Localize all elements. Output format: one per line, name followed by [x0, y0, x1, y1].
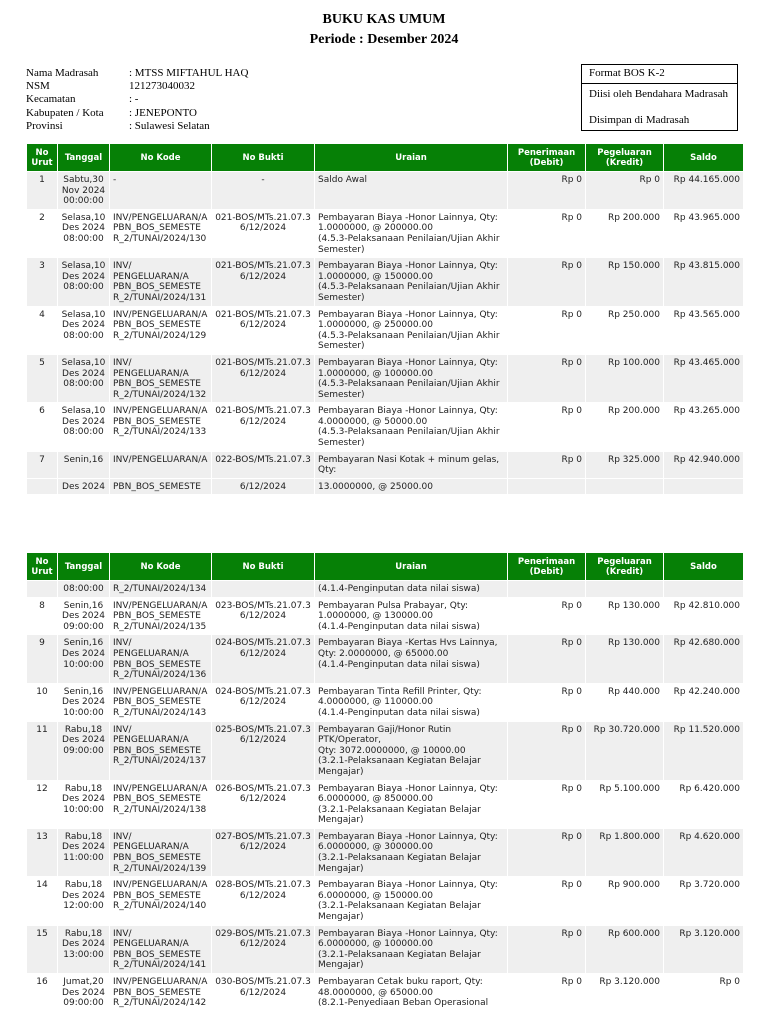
format-code: Format BOS K-2	[589, 67, 665, 79]
cell-uraian: Pembayaran Tinta Refill Printer, Qty: 4.0000000, @ 110000.00 (4.1.4-Penginputan data nilai siswa)	[315, 683, 508, 721]
cell-tanggal: Rabu,18 Des 2024 11:00:00	[58, 828, 110, 876]
table-row	[27, 597, 744, 635]
cell-no: 3	[27, 258, 58, 306]
cell-saldo: Rp 42.810.000	[664, 597, 744, 635]
cell-saldo: Rp 42.940.000	[664, 451, 744, 478]
cell-bukti: 024-BOS/MTs.21.07.3 6/12/2024	[212, 635, 315, 683]
table-row	[27, 172, 744, 210]
cell-uraian: Pembayaran Biaya -Honor Lainnya, Qty: 1.0000000, @ 250000.00 (4.5.3-Pelaksanaan Penilaian/Ujian Akhir Semester)	[315, 306, 508, 354]
col-header-no: No Urut	[27, 144, 58, 172]
cell-kredit: Rp 200.000	[586, 403, 664, 451]
cell-kredit: Rp 100.000	[586, 354, 664, 402]
cell-uraian: Pembayaran Biaya -Honor Lainnya, Qty: 1.0000000, @ 150000.00 (4.5.3-Pelaksanaan Penilaian/Ujian Akhir Semester)	[315, 258, 508, 306]
cell-kredit: Rp 150.000	[586, 258, 664, 306]
cell-saldo: Rp 3.120.000	[664, 925, 744, 973]
table-row	[27, 209, 744, 257]
cell-saldo: Rp 11.520.000	[664, 721, 744, 780]
cell-debit	[508, 581, 586, 598]
cell-kredit: Rp 440.000	[586, 683, 664, 721]
cell-no: 1	[27, 172, 58, 210]
cell-no: 2	[27, 209, 58, 257]
cell-debit: Rp 0	[508, 974, 586, 1012]
cell-tanggal: Selasa,10 Des 2024 08:00:00	[58, 403, 110, 451]
cell-uraian: (4.1.4-Penginputan data nilai siswa)	[315, 581, 508, 598]
cell-uraian: Pembayaran Biaya -Honor Lainnya, Qty: 1.0000000, @ 100000.00 (4.5.3-Pelaksanaan Penilaian/Ujian Akhir Semester)	[315, 354, 508, 402]
cell-uraian: Pembayaran Pulsa Prabayar, Qty: 1.0000000, @ 130000.00 (4.1.4-Penginputan data nilai siswa)	[315, 597, 508, 635]
col-header-tanggal: Tanggal	[58, 553, 110, 581]
cell-kredit: Rp 130.000	[586, 597, 664, 635]
cell-kode: INV/ PENGELUARAN/A PBN_BOS_SEMESTE R_2/TUNAI/2024/137	[110, 721, 212, 780]
cell-kode: R_2/TUNAI/2024/134	[110, 581, 212, 598]
table-row	[27, 306, 744, 354]
cell-kode: INV/PENGELUARAN/A PBN_BOS_SEMESTE R_2/TUNAI/2024/133	[110, 403, 212, 451]
cell-kode: INV/ PENGELUARAN/A PBN_BOS_SEMESTE R_2/TUNAI/2024/132	[110, 354, 212, 402]
cell-no: 9	[27, 635, 58, 683]
cell-saldo	[664, 581, 744, 598]
cell-tanggal: 08:00:00	[58, 581, 110, 598]
cell-saldo: Rp 43.965.000	[664, 209, 744, 257]
cell-saldo: Rp 42.240.000	[664, 683, 744, 721]
cell-kredit: Rp 5.100.000	[586, 780, 664, 828]
cell-uraian: Saldo Awal	[315, 172, 508, 210]
cell-tanggal: Rabu,18 Des 2024 10:00:00	[58, 780, 110, 828]
cell-kredit: Rp 0	[586, 172, 664, 210]
cell-kredit: Rp 250.000	[586, 306, 664, 354]
table-header-row	[27, 144, 744, 172]
cell-saldo: Rp 0	[664, 974, 744, 1012]
cell-bukti: 021-BOS/MTs.21.07.3 6/12/2024	[212, 403, 315, 451]
cell-bukti: 021-BOS/MTs.21.07.3 6/12/2024	[212, 354, 315, 402]
cell-tanggal: Senin,16 Des 2024 10:00:00	[58, 635, 110, 683]
cell-kredit	[586, 478, 664, 495]
cell-debit: Rp 0	[508, 597, 586, 635]
cell-no: 7	[27, 451, 58, 478]
cell-uraian: Pembayaran Biaya -Kertas Hvs Lainnya, Qty: 2.0000000, @ 65000.00 (4.1.4-Penginputan data nilai siswa)	[315, 635, 508, 683]
cell-saldo: Rp 43.465.000	[664, 354, 744, 402]
cell-debit: Rp 0	[508, 683, 586, 721]
cell-uraian: Pembayaran Biaya -Honor Lainnya, Qty: 4.0000000, @ 50000.00 (4.5.3-Pelaksanaan Penilaian/Ujian Akhir Semester)	[315, 403, 508, 451]
cell-bukti: 027-BOS/MTs.21.07.3 6/12/2024	[212, 828, 315, 876]
cell-tanggal: Rabu,18 Des 2024 09:00:00	[58, 721, 110, 780]
cell-no: 11	[27, 721, 58, 780]
document-title: BUKU KAS UMUM	[322, 12, 446, 27]
cell-kode: PBN_BOS_SEMESTE	[110, 478, 212, 495]
cell-bukti: 021-BOS/MTs.21.07.3 6/12/2024	[212, 209, 315, 257]
document-period: Periode : Desember 2024	[309, 32, 459, 47]
col-header-kredit: Pegeluaran (Kredit)	[586, 144, 664, 172]
info-row	[26, 67, 248, 80]
cell-no	[27, 478, 58, 495]
cell-kode: INV/PENGELUARAN/A PBN_BOS_SEMESTE R_2/TUNAI/2024/138	[110, 780, 212, 828]
info-label: NSM	[26, 80, 50, 93]
format-divider	[582, 83, 737, 84]
info-value: : MTSS MIFTAHUL HAQ	[129, 67, 249, 79]
cell-bukti: 025-BOS/MTs.21.07.3 6/12/2024	[212, 721, 315, 780]
table-row	[27, 451, 744, 478]
cell-tanggal: Selasa,10 Des 2024 08:00:00	[58, 306, 110, 354]
cell-uraian: Pembayaran Cetak buku raport, Qty: 48.0000000, @ 65000.00 (8.2.1-Penyediaan Beban Operasional	[315, 974, 508, 1012]
cell-kredit	[586, 581, 664, 598]
col-header-uraian: Uraian	[315, 144, 508, 172]
table-header-row	[27, 553, 744, 581]
cell-debit: Rp 0	[508, 780, 586, 828]
col-header-no: No Urut	[27, 553, 58, 581]
info-label: Kecamatan	[26, 93, 76, 106]
table-row	[27, 780, 744, 828]
cell-debit: Rp 0	[508, 209, 586, 257]
col-header-bukti: No Bukti	[212, 553, 315, 581]
cell-uraian: Pembayaran Biaya -Honor Lainnya, Qty: 6.0000000, @ 850000.00 (3.2.1-Pelaksanaan Kegiatan Belajar Mengajar)	[315, 780, 508, 828]
cell-saldo: Rp 42.680.000	[664, 635, 744, 683]
cell-no: 14	[27, 877, 58, 925]
cell-no: 4	[27, 306, 58, 354]
col-header-kredit: Pegeluaran (Kredit)	[586, 553, 664, 581]
cell-tanggal: Senin,16 Des 2024 09:00:00	[58, 597, 110, 635]
col-header-uraian: Uraian	[315, 553, 508, 581]
cell-bukti: 021-BOS/MTs.21.07.3 6/12/2024	[212, 306, 315, 354]
cell-tanggal: Rabu,18 Des 2024 13:00:00	[58, 925, 110, 973]
school-info	[26, 67, 248, 133]
cell-saldo: Rp 44.165.000	[664, 172, 744, 210]
cash-book-table-page1	[26, 143, 744, 495]
cell-no: 13	[27, 828, 58, 876]
table-row	[27, 925, 744, 973]
col-header-kode: No Kode	[110, 144, 212, 172]
cell-no: 5	[27, 354, 58, 402]
col-header-kode: No Kode	[110, 553, 212, 581]
table-row	[27, 721, 744, 780]
format-stored-at: Disimpan di Madrasah	[589, 114, 690, 126]
cell-kode: INV/ PENGELUARAN/A PBN_BOS_SEMESTE R_2/TUNAI/2024/131	[110, 258, 212, 306]
cell-kredit: Rp 900.000	[586, 877, 664, 925]
cell-saldo: Rp 43.265.000	[664, 403, 744, 451]
cell-no: 10	[27, 683, 58, 721]
col-header-tanggal: Tanggal	[58, 144, 110, 172]
cell-debit	[508, 478, 586, 495]
col-header-bukti: No Bukti	[212, 144, 315, 172]
cell-bukti: 022-BOS/MTs.21.07.3	[212, 451, 315, 478]
cell-bukti: 024-BOS/MTs.21.07.3 6/12/2024	[212, 683, 315, 721]
cell-bukti: 6/12/2024	[212, 478, 315, 495]
cell-kode: INV/PENGELUARAN/A	[110, 451, 212, 478]
cell-tanggal: Des 2024	[58, 478, 110, 495]
cell-debit: Rp 0	[508, 828, 586, 876]
cell-debit: Rp 0	[508, 451, 586, 478]
info-label: Kabupaten / Kota	[26, 106, 104, 119]
cell-uraian: Pembayaran Biaya -Honor Lainnya, Qty: 1.0000000, @ 200000.00 (4.5.3-Pelaksanaan Penilaian/Ujian Akhir Semester)	[315, 209, 508, 257]
cell-kode: INV/ PENGELUARAN/A PBN_BOS_SEMESTE R_2/TUNAI/2024/141	[110, 925, 212, 973]
col-header-saldo: Saldo	[664, 144, 744, 172]
cell-kredit: Rp 3.120.000	[586, 974, 664, 1012]
cell-tanggal: Senin,16	[58, 451, 110, 478]
cell-kode: INV/PENGELUARAN/A PBN_BOS_SEMESTE R_2/TUNAI/2024/130	[110, 209, 212, 257]
cell-saldo: Rp 3.720.000	[664, 877, 744, 925]
cell-debit: Rp 0	[508, 635, 586, 683]
cell-tanggal: Selasa,10 Des 2024 08:00:00	[58, 209, 110, 257]
table-row	[27, 635, 744, 683]
cell-no: 12	[27, 780, 58, 828]
cell-tanggal: Senin,16 Des 2024 10:00:00	[58, 683, 110, 721]
cell-no: 8	[27, 597, 58, 635]
table-row	[27, 828, 744, 876]
cell-uraian: Pembayaran Nasi Kotak + minum gelas, Qty:	[315, 451, 508, 478]
cell-kode: INV/ PENGELUARAN/A PBN_BOS_SEMESTE R_2/TUNAI/2024/139	[110, 828, 212, 876]
cell-bukti: 023-BOS/MTs.21.07.3 6/12/2024	[212, 597, 315, 635]
info-value: : JENEPONTO	[129, 106, 197, 119]
cell-bukti	[212, 581, 315, 598]
cell-tanggal: Sabtu,30 Nov 2024 00:00:00	[58, 172, 110, 210]
table-row	[27, 974, 744, 1012]
cell-uraian: Pembayaran Biaya -Honor Lainnya, Qty: 6.0000000, @ 150000.00 (3.2.1-Pelaksanaan Kegiatan Belajar Mengajar)	[315, 877, 508, 925]
cell-bukti: 026-BOS/MTs.21.07.3 6/12/2024	[212, 780, 315, 828]
cell-saldo: Rp 43.815.000	[664, 258, 744, 306]
cell-debit: Rp 0	[508, 354, 586, 402]
cell-tanggal: Selasa,10 Des 2024 08:00:00	[58, 258, 110, 306]
cell-bukti: 021-BOS/MTs.21.07.3 6/12/2024	[212, 258, 315, 306]
col-header-saldo: Saldo	[664, 553, 744, 581]
cell-kode: INV/PENGELUARAN/A PBN_BOS_SEMESTE R_2/TUNAI/2024/142	[110, 974, 212, 1012]
format-box	[581, 64, 738, 131]
cell-no: 6	[27, 403, 58, 451]
info-row	[26, 93, 248, 106]
info-value: 121273040032	[129, 80, 195, 93]
cell-kode: INV/PENGELUARAN/A PBN_BOS_SEMESTE R_2/TUNAI/2024/129	[110, 306, 212, 354]
cell-kode: INV/PENGELUARAN/A PBN_BOS_SEMESTE R_2/TUNAI/2024/143	[110, 683, 212, 721]
cell-debit: Rp 0	[508, 877, 586, 925]
table-row	[27, 478, 744, 495]
cell-kredit: Rp 600.000	[586, 925, 664, 973]
cell-bukti: 028-BOS/MTs.21.07.3 6/12/2024	[212, 877, 315, 925]
cell-saldo: Rp 6.420.000	[664, 780, 744, 828]
cell-kode: INV/PENGELUARAN/A PBN_BOS_SEMESTE R_2/TUNAI/2024/140	[110, 877, 212, 925]
cell-tanggal: Jumat,20 Des 2024 09:00:00	[58, 974, 110, 1012]
info-row	[26, 120, 248, 133]
cell-kredit: Rp 1.800.000	[586, 828, 664, 876]
info-label: Provinsi	[26, 119, 63, 132]
cell-kredit: Rp 130.000	[586, 635, 664, 683]
table-row	[27, 683, 744, 721]
cell-bukti: 030-BOS/MTs.21.07.3 6/12/2024	[212, 974, 315, 1012]
cell-saldo: Rp 43.565.000	[664, 306, 744, 354]
info-label: Nama Madrasah	[26, 67, 99, 79]
cell-debit: Rp 0	[508, 172, 586, 210]
info-row	[26, 107, 248, 120]
cell-kode: -	[110, 172, 212, 210]
cell-tanggal: Selasa,10 Des 2024 08:00:00	[58, 354, 110, 402]
col-header-debit: Penerimaan (Debit)	[508, 144, 586, 172]
table-row	[27, 354, 744, 402]
cell-kode: INV/ PENGELUARAN/A PBN_BOS_SEMESTE R_2/TUNAI/2024/136	[110, 635, 212, 683]
cell-bukti: -	[212, 172, 315, 210]
cell-kredit: Rp 200.000	[586, 209, 664, 257]
cell-debit: Rp 0	[508, 306, 586, 354]
col-header-debit: Penerimaan (Debit)	[508, 553, 586, 581]
cash-book-table-page2	[26, 552, 744, 1012]
cell-debit: Rp 0	[508, 258, 586, 306]
table-row	[27, 581, 744, 598]
table-row	[27, 403, 744, 451]
cell-uraian: Pembayaran Gaji/Honor Rutin PTK/Operator, Qty: 3072.0000000, @ 10000.00 (3.2.1-Pelaksanaan Kegiatan Belajar Mengajar)	[315, 721, 508, 780]
info-value: : -	[129, 93, 139, 106]
cell-debit: Rp 0	[508, 403, 586, 451]
cell-debit: Rp 0	[508, 925, 586, 973]
cell-kode: INV/PENGELUARAN/A PBN_BOS_SEMESTE R_2/TUNAI/2024/135	[110, 597, 212, 635]
cell-kredit: Rp 30.720.000	[586, 721, 664, 780]
table-row	[27, 877, 744, 925]
format-filled-by: Diisi oleh Bendahara Madrasah	[589, 88, 728, 100]
cell-saldo: Rp 4.620.000	[664, 828, 744, 876]
cell-no	[27, 581, 58, 598]
info-value: : Sulawesi Selatan	[129, 119, 210, 132]
cell-no: 16	[27, 974, 58, 1012]
cell-saldo	[664, 478, 744, 495]
cell-no: 15	[27, 925, 58, 973]
table-row	[27, 258, 744, 306]
cell-uraian: Pembayaran Biaya -Honor Lainnya, Qty: 6.0000000, @ 100000.00 (3.2.1-Pelaksanaan Kegiatan Belajar Mengajar)	[315, 925, 508, 973]
cell-uraian: Pembayaran Biaya -Honor Lainnya, Qty: 6.0000000, @ 300000.00 (3.2.1-Pelaksanaan Kegiatan Belajar Mengajar)	[315, 828, 508, 876]
cell-bukti: 029-BOS/MTs.21.07.3 6/12/2024	[212, 925, 315, 973]
cell-tanggal: Rabu,18 Des 2024 12:00:00	[58, 877, 110, 925]
cell-uraian: 13.0000000, @ 25000.00	[315, 478, 508, 495]
info-row	[26, 80, 248, 93]
cell-debit: Rp 0	[508, 721, 586, 780]
cell-kredit: Rp 325.000	[586, 451, 664, 478]
